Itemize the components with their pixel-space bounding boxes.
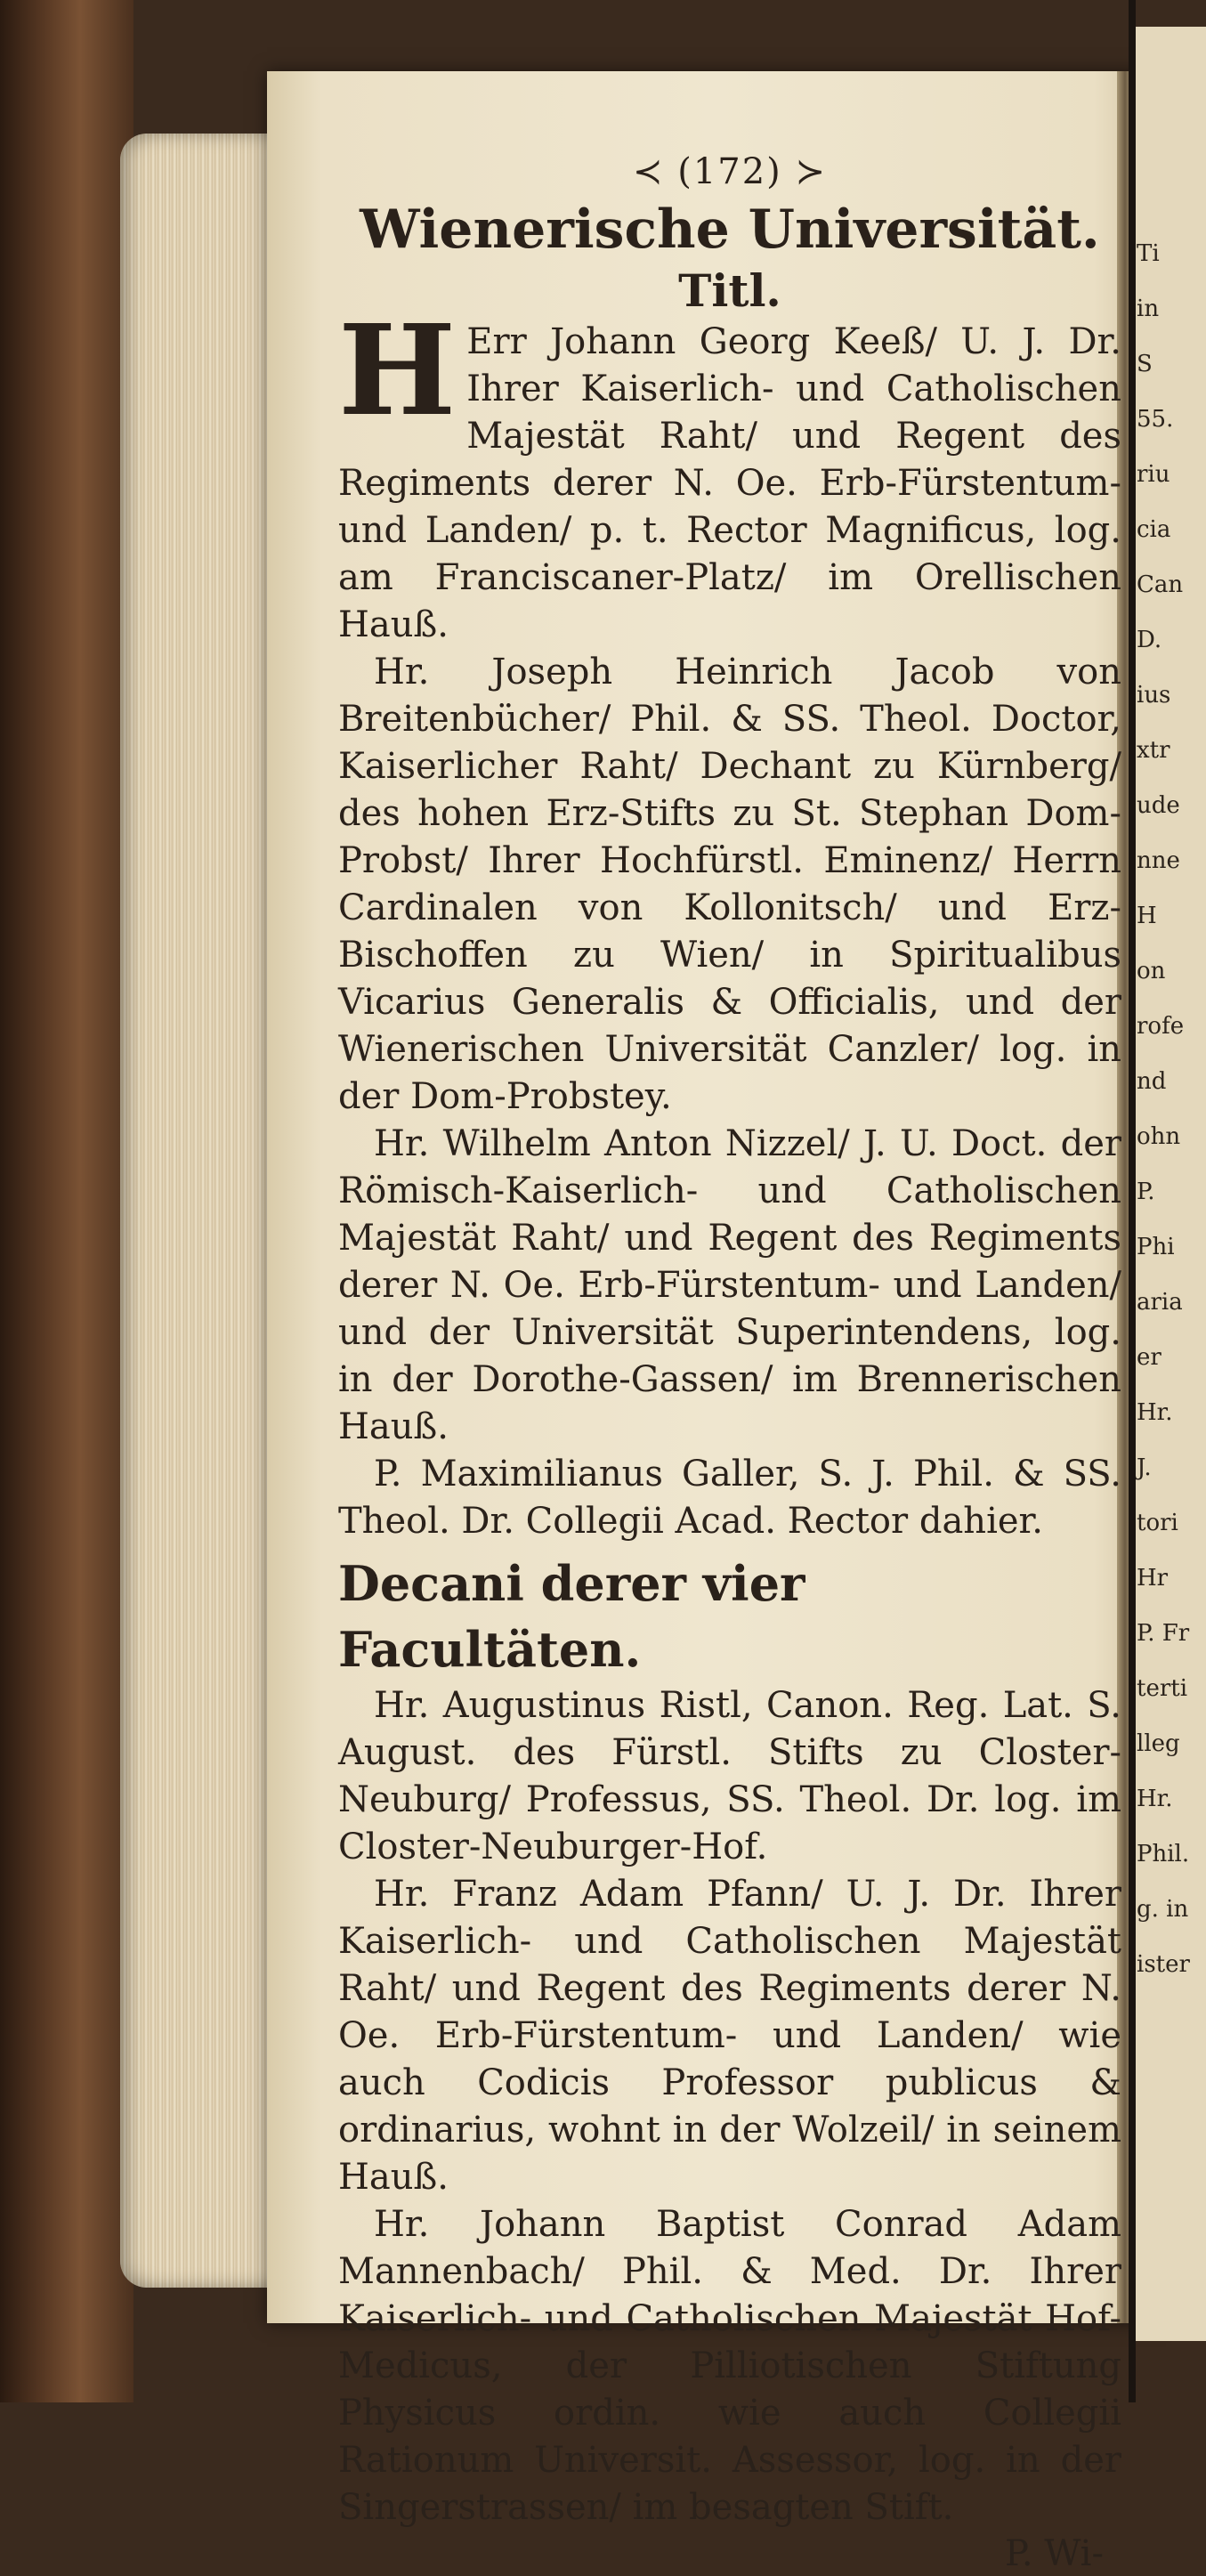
catchword: P. Wi- (1005, 2533, 1104, 2574)
next-page-fragment-text: tori (1137, 1510, 1178, 1536)
next-page-fragment-text: Can (1137, 571, 1184, 598)
section-heading: Decani derer vier Facultäten. (338, 1555, 805, 1678)
page-text (338, 151, 1121, 2576)
scan-edge (1129, 0, 1136, 2402)
book-binding (0, 0, 134, 2402)
next-page-fragment-text: H (1137, 903, 1157, 929)
next-page-fragment-text: Phil. (1137, 1841, 1190, 1867)
decanus-entry: Hr. Augustinus Ristl, Canon. Reg. Lat. S. August. des Fürstl. Stifts zu Closter-Neuburg/ Professus, SS. Theol. Dr. log. im Closter-Neuburger-Hof. (338, 1685, 1121, 1867)
page-heading: Wienerische Universität. (360, 198, 1100, 261)
next-page-fragment-text: ohn (1137, 1123, 1181, 1150)
next-page-fragment-text: nne (1137, 847, 1180, 874)
next-page-fragment-text: rofe (1137, 1013, 1185, 1040)
rector-entry: Hr. Wilhelm Anton Nizzel/ J. U. Doct. der Römisch-Kaiserlich- und Catholischen Majestät Raht/ und Regent des Regiments derer N. Oe. Erb-Fürstentum- und Landen/ und der Universität Superintendens, log. in der Dorothe-Gassen/ im Brennerischen Hauß. (338, 1123, 1121, 1447)
next-page-fragment-text: J. (1137, 1454, 1152, 1481)
next-page-fragment-text: ister (1137, 1951, 1190, 1978)
next-page-fragment-text: in (1137, 296, 1160, 322)
next-page-fragment-text: Hr. (1137, 1786, 1173, 1812)
next-page-fragment-text: S (1137, 351, 1153, 377)
page-edges (120, 134, 280, 2288)
next-page-fragment-text: riu (1137, 461, 1170, 488)
next-page-fragment-text: ius (1137, 682, 1171, 709)
rector-entry: Hr. Joseph Heinrich Jacob von Breitenbücher/ Phil. & SS. Theol. Doctor, Kaiserlicher Raht/ Dechant zu Kürnberg/ des hohen Erz-Stifts zu St. Stephan Dom-Probst/ Ihrer Hochfürstl. Eminenz/ Herrn Cardinalen von Kollonitsch/ und Erz-Bischoffen zu Wien/ in Spiritualibus Vicarius Generalis & Officialis, und der Wienerischen Universität Canzler/ log. in der Dom-Probstey. (338, 652, 1121, 1117)
decanus-entry: Hr. Franz Adam Pfann/ U. J. Dr. Ihrer Kaiserlich- und Catholischen Majestät Raht/ und Regent des Regiments derer N. Oe. Erb-Fürstentum- und Landen/ wie auch Codicis Professor publicus & ordinarius, wohnt in der Wolzeil/ in seinem Hauß. (338, 1874, 1121, 2198)
next-page-fragment-text: Ti (1137, 240, 1160, 267)
next-page-fragment-text: Hr. (1137, 1399, 1173, 1426)
next-page-fragment-text: 55. (1137, 406, 1174, 433)
next-page-fragment-text: P. Fr (1137, 1620, 1190, 1647)
next-page-fragment-text: terti (1137, 1675, 1188, 1702)
next-page-fragment-text: g. in (1137, 1896, 1189, 1923)
next-page-fragment-text: lleg (1137, 1730, 1180, 1757)
next-page-fragment-text: aria (1137, 1289, 1183, 1316)
rector-entry: HErr Johann Georg Keeß/ U. J. Dr. Ihrer Kaiserlich- und Catholischen Majestät Raht/ und Regent des Regiments derer N. Oe. Erb-Fürstentum- und Landen/ p. t. Rector Magnificus, log. am Franciscaner-Platz/ im Orellischen Hauß. (338, 298, 1121, 645)
next-page-fragment-text: cia (1137, 516, 1171, 543)
next-page-fragment-text: Phi (1137, 1234, 1175, 1260)
next-page-fragment (1133, 27, 1206, 2341)
next-page-fragment-text: nd (1137, 1068, 1167, 1095)
next-page-fragment-text: D. (1137, 627, 1162, 653)
decanus-entry: Hr. Johann Baptist Conrad Adam Mannenbach/ Phil. & Med. Dr. Ihrer Kaiserlich- und Catholischen Majestät Hof-Medicus, der Pilliotischen Stiftung Physicus ordin. wie auch Collegii Rationum Universit. Assessor, log. in der Singerstrassen/ im besagten Stift. (338, 2204, 1121, 2528)
next-page-fragment-text: Hr (1137, 1565, 1169, 1592)
next-page-fragment-text: ude (1137, 792, 1180, 819)
page-number: ≺ (172) ≻ (632, 151, 828, 192)
rector-entry: P. Maximilianus Galler, S. J. Phil. & SS. Theol. Dr. Collegii Acad. Rector dahier. (338, 1454, 1121, 1542)
page-subheading: Titl. (678, 264, 781, 317)
next-page-fragment-text: er (1137, 1344, 1161, 1371)
next-page-fragment-text: on (1137, 958, 1166, 984)
next-page-fragment-text: P. (1137, 1179, 1155, 1205)
next-page-fragment-text: xtr (1137, 737, 1170, 764)
